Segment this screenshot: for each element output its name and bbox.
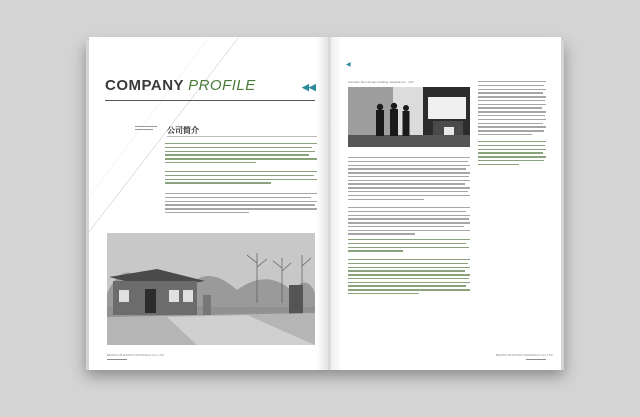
brochure-left-page [89, 37, 328, 370]
right-footer: BEIJING BUILDING MATERIALS CO.,LTD [496, 353, 553, 357]
right-header: Kunshan Sino-foreign building materials Co., LTD [348, 80, 414, 84]
brochure-right-page [328, 37, 561, 370]
intro-paragraph-3 [165, 193, 317, 216]
left-footer-subline [107, 359, 127, 362]
body-paragraph-4 [348, 259, 470, 297]
house-illustration [107, 233, 315, 345]
caret-left-icon: ◀ [346, 62, 351, 68]
intro-paragraph-2 [165, 171, 317, 186]
intro-paragraph-1 [165, 143, 317, 166]
brochure-spine-shadow [316, 37, 342, 370]
page-title [105, 77, 256, 97]
title-company: COMPANY [105, 77, 185, 94]
body-paragraph-2 [348, 207, 470, 237]
showroom-visitors-photo [348, 87, 470, 147]
left-footer: BEIJING BUILDING MATERIALS CO.,LTD [107, 353, 164, 357]
side-paragraph-1 [478, 81, 546, 138]
double-chevron-left-icon: ◀◀ [302, 82, 316, 92]
title-underline [105, 100, 315, 101]
title-profile: PROFILE [188, 77, 256, 94]
section-sublabel-placeholder [135, 126, 165, 130]
single-storey-house-photo [107, 233, 315, 345]
body-paragraph-3 [348, 239, 470, 254]
body-paragraph-1 [348, 157, 470, 202]
section-title: 公司简介 [167, 126, 199, 135]
side-paragraph-2 [478, 141, 546, 167]
section-underline [167, 136, 317, 137]
right-footer-subline [526, 359, 546, 362]
showroom-illustration [348, 87, 470, 147]
